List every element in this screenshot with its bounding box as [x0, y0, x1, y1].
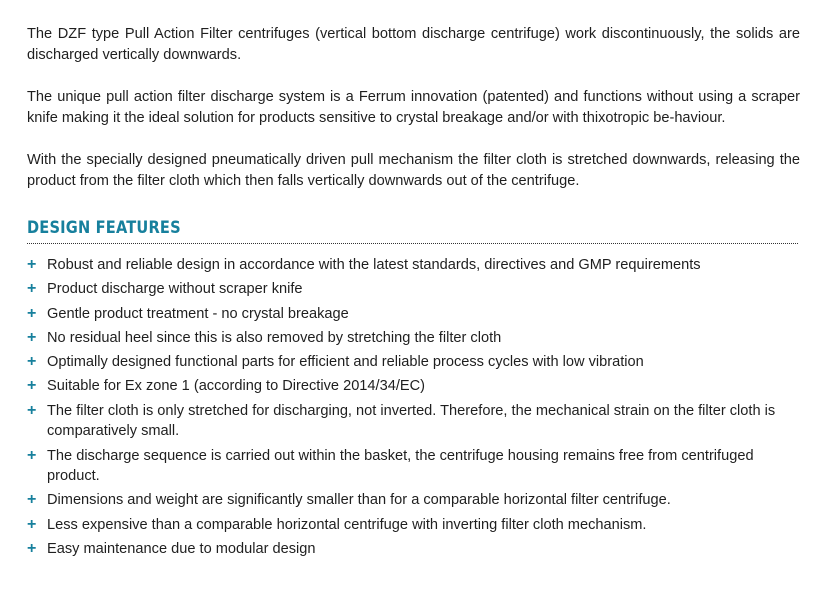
intro-paragraph-1: The DZF type Pull Action Filter centrifuges (vertical bottom discharge centrifuge) work discontinuously, the solids are discharged vertically downwards. [27, 26, 800, 63]
document-page [27, 24, 800, 563]
list-item-text: Gentle product treatment - no crystal breakage [47, 305, 349, 322]
plus-bullet-icon: + [27, 446, 37, 464]
plus-bullet-icon: + [27, 280, 37, 298]
list-item-text: The discharge sequence is carried out within the basket, the centrifuge housing remains free from centrifuged product. [47, 447, 754, 485]
plus-bullet-icon: + [27, 491, 37, 509]
list-item [27, 352, 800, 373]
list-item [27, 401, 800, 442]
list-item-text: No residual heel since this is also removed by stretching the filter cloth [47, 329, 502, 346]
list-item-text: Dimensions and weight are significantly smaller than for a comparable horizontal filter centrifuge. [47, 492, 671, 509]
plus-bullet-icon: + [27, 377, 37, 395]
list-item [27, 446, 800, 487]
plus-bullet-icon: + [27, 304, 37, 322]
list-item [27, 255, 800, 276]
plus-bullet-icon: + [27, 328, 37, 346]
list-item [27, 490, 800, 511]
dotted-divider [27, 243, 798, 244]
list-item [27, 304, 800, 325]
design-features-heading: DESIGN FEATURES [27, 218, 181, 238]
list-item [27, 539, 800, 560]
list-item-text: Suitable for Ex zone 1 (according to Directive 2014/34/EC) [47, 378, 426, 395]
plus-bullet-icon: + [27, 539, 37, 557]
plus-bullet-icon: + [27, 353, 37, 371]
design-features-list [27, 255, 800, 559]
list-item [27, 515, 800, 536]
list-item-text: Robust and reliable design in accordance with the latest standards, directives and GMP requirements [47, 257, 701, 273]
plus-bullet-icon: + [27, 256, 37, 273]
list-item-text: Less expensive than a comparable horizontal centrifuge with inverting filter cloth mechanism. [47, 516, 647, 533]
list-item-text: Optimally designed functional parts for efficient and reliable process cycles with low vibration [47, 354, 644, 371]
list-item [27, 279, 800, 300]
list-item-text: Product discharge without scraper knife [47, 281, 303, 298]
intro-paragraph-2: The unique pull action filter discharge system is a Ferrum innovation (patented) and functions without using a scraper knife making it the ideal solution for products sensitive to crystal breakage and/or with thixotropic be-haviour. [27, 89, 800, 126]
list-item-text: The filter cloth is only stretched for discharging, not inverted. Therefore, the mechanical strain on the filter cloth is comparatively small. [47, 402, 776, 440]
plus-bullet-icon: + [27, 401, 37, 419]
intro-paragraph-3: With the specially designed pneumatically driven pull mechanism the filter cloth is stretched downwards, releasing the product from the filter cloth which then falls vertically downwards out of the centrifuge. [27, 152, 800, 189]
plus-bullet-icon: + [27, 515, 37, 533]
list-item [27, 328, 800, 349]
list-item-text: Easy maintenance due to modular design [47, 540, 316, 557]
list-item [27, 376, 800, 397]
